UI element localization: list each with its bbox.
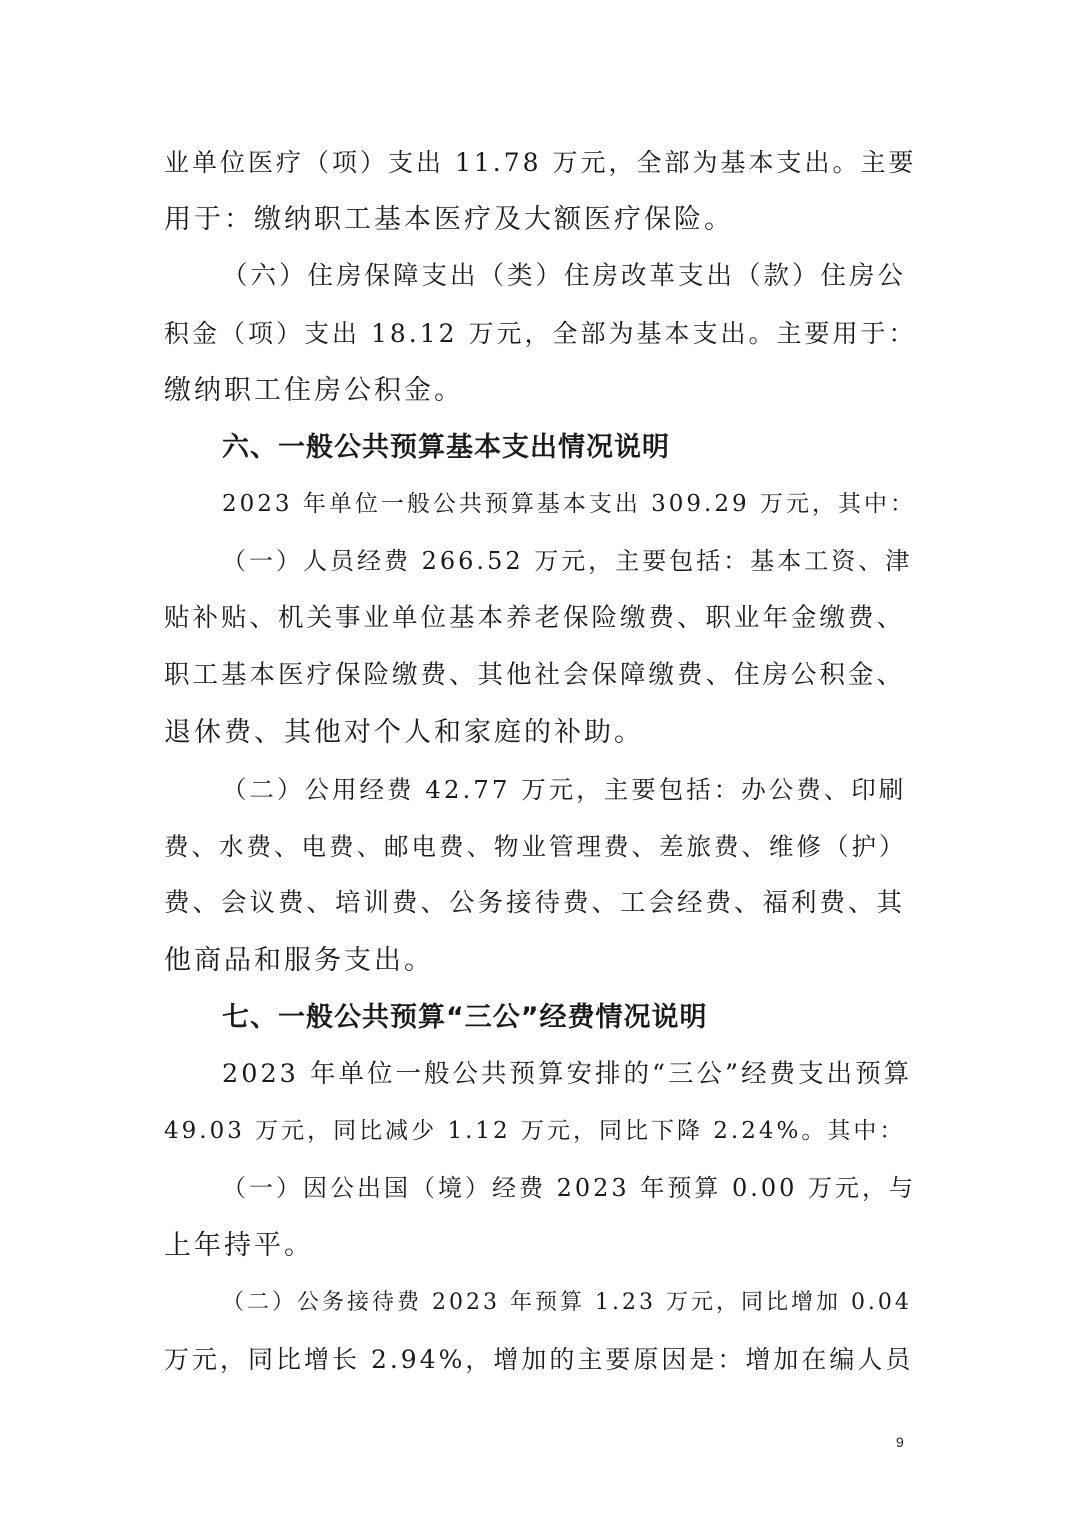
body-line: 缴纳职工住房公积金。: [164, 375, 464, 406]
body-line: 费、水费、电费、邮电费、物业管理费、差旅费、维修（护）: [164, 832, 907, 861]
body-line: 业单位医疗（项）支出 11.78 万元，全部为基本支出。主要: [164, 148, 917, 177]
paragraph-start-line: 2023 年单位一般公共预算安排的“三公”经费支出预算: [222, 1059, 913, 1089]
document-body: [164, 134, 916, 1388]
paragraph-start-line: 2023 年单位一般公共预算基本支出 309.29 万元，其中：: [222, 491, 916, 517]
body-line: 退休费、其他对个人和家庭的补助。: [164, 717, 644, 748]
page-number: 9: [896, 1434, 904, 1450]
body-line: 职工基本医疗保险缴费、其他社会保障缴费、住房公积金、: [164, 660, 906, 690]
body-line: 贴补贴、机关事业单位基本养老保险缴费、职业年金缴费、: [164, 603, 906, 633]
paragraph-start-line: （一）人员经费 266.52 万元，主要包括：基本工资、津: [222, 547, 913, 575]
body-line: 他商品和服务支出。: [164, 945, 434, 976]
section-heading-6: 六、一般公共预算基本支出情况说明: [222, 432, 670, 463]
body-line: 费、会议费、培训费、公务接待费、工会经费、福利费、其: [164, 888, 906, 918]
section-heading-7: 七、一般公共预算“三公”经费情况说明: [222, 1002, 708, 1033]
paragraph-start-line: （二）公用经费 42.77 万元，主要包括：办公费、印刷: [222, 775, 907, 804]
body-line: 积金（项）支出 18.12 万元，全部为基本支出。主要用于：: [164, 319, 917, 348]
paragraph-start-line: （二）公务接待费 2023 年预算 1.23 万元，同比增加 0.04: [222, 1290, 912, 1315]
body-line: 用于：缴纳职工基本医疗及大额医疗保险。: [164, 204, 734, 235]
body-line: 49.03 万元，同比减少 1.12 万元，同比下降 2.24%。其中：: [164, 1118, 906, 1144]
paragraph-start-line: （一）因公出国（境）经费 2023 年预算 0.00 万元，与: [222, 1174, 917, 1202]
paragraph-start-line: （六）住房保障支出（类）住房改革支出（款）住房公: [222, 261, 907, 291]
body-line: 万元，同比增长 2.94%，增加的主要原因是：增加在编人员: [164, 1345, 914, 1374]
body-line: 上年持平。: [164, 1230, 314, 1261]
